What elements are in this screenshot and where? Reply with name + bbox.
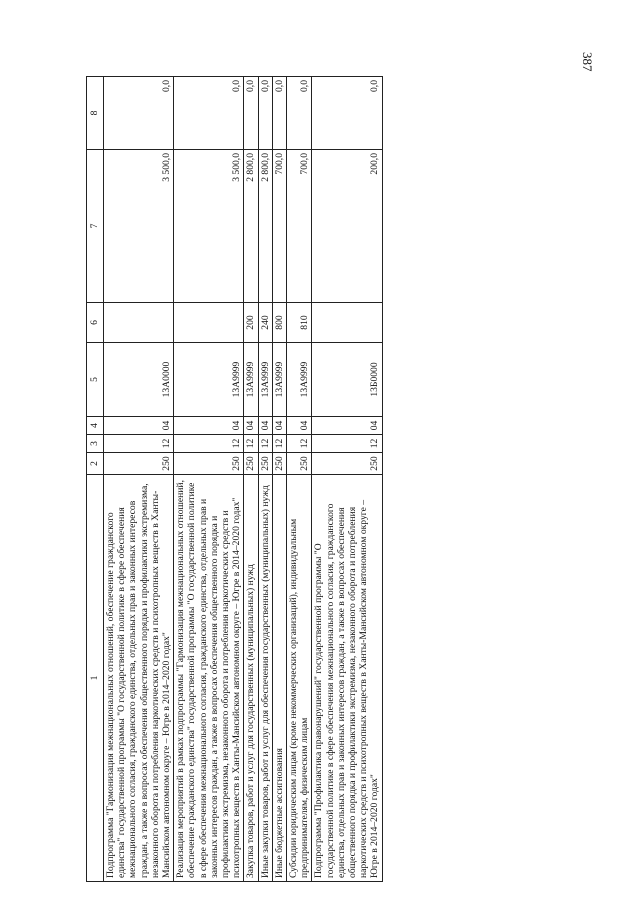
cell-c5: 13Б0000 — [312, 343, 382, 417]
cell-c8: 0,0 — [287, 77, 312, 150]
cell-c6: 200 — [244, 303, 258, 343]
budget-table — [86, 76, 383, 882]
cell-c6 — [174, 303, 244, 343]
header-cell: 5 — [87, 343, 104, 417]
cell-c2: 250 — [272, 453, 286, 475]
header-cell: 8 — [87, 77, 104, 150]
cell-c7: 200,0 — [312, 150, 382, 303]
cell-c3: 12 — [287, 435, 312, 453]
cell-c3: 12 — [244, 435, 258, 453]
header-cell: 7 — [87, 150, 104, 303]
cell-c6: 810 — [287, 303, 312, 343]
cell-c7: 3 500,0 — [174, 150, 244, 303]
table-row — [258, 77, 272, 882]
cell-c6 — [312, 303, 382, 343]
cell-c7: 2 800,0 — [244, 150, 258, 303]
row-description: Подпрограмма "Профилактика правонарушений" государственной программы "О государственной политике в сфере обеспечения межнационального согласия, гражданского единства, отдельных прав и законных интересов граждан, а также в вопросах обеспечения общественного порядка и профилактики экстремизма, незаконного оборота и потребления наркотических средств и психотропных веществ в Ханты-Мансийском автономном округе – Югре в 2014–2020 годах" — [312, 475, 382, 882]
cell-c3: 12 — [272, 435, 286, 453]
cell-c4: 04 — [272, 417, 286, 435]
cell-c3: 12 — [174, 435, 244, 453]
cell-c7: 3 500,0 — [104, 150, 174, 303]
cell-c3: 12 — [312, 435, 382, 453]
table-row — [174, 77, 244, 882]
header-cell: 3 — [87, 435, 104, 453]
cell-c4: 04 — [244, 417, 258, 435]
cell-c4: 04 — [258, 417, 272, 435]
header-cell: 6 — [87, 303, 104, 343]
page-number: 387 — [580, 52, 595, 72]
cell-c5: 13А9999 — [287, 343, 312, 417]
rotated-table-container — [86, 77, 581, 882]
cell-c3: 12 — [104, 435, 174, 453]
table-row — [244, 77, 258, 882]
cell-c7: 2 800,0 — [258, 150, 272, 303]
cell-c4: 04 — [287, 417, 312, 435]
cell-c8: 0,0 — [272, 77, 286, 150]
table-row — [272, 77, 286, 882]
cell-c8: 0,0 — [174, 77, 244, 150]
cell-c2: 250 — [174, 453, 244, 475]
cell-c2: 250 — [244, 453, 258, 475]
cell-c2: 250 — [287, 453, 312, 475]
cell-c3: 12 — [258, 435, 272, 453]
cell-c5: 13А0000 — [104, 343, 174, 417]
cell-c8: 0,0 — [258, 77, 272, 150]
row-description: Иные бюджетные ассигнования — [272, 475, 286, 882]
table-row — [287, 77, 312, 882]
cell-c4: 04 — [174, 417, 244, 435]
cell-c4: 04 — [312, 417, 382, 435]
row-description: Закупка товаров, работ и услуг для государственных (муниципальных) нужд — [244, 475, 258, 882]
header-cell: 2 — [87, 453, 104, 475]
cell-c2: 250 — [312, 453, 382, 475]
cell-c5: 13А9999 — [258, 343, 272, 417]
cell-c5: 13А9999 — [272, 343, 286, 417]
cell-c5: 13А9999 — [174, 343, 244, 417]
header-cell: 4 — [87, 417, 104, 435]
cell-c6: 240 — [258, 303, 272, 343]
row-description: Подпрограмма "Гармонизация межнациональных отношений, обеспечение гражданского единства" государственной программы "О государственной политике в сфере обеспечения межнационального согласия, гражданского единства, отдельных прав и законных интересов граждан, а также в вопросах обеспечения общественного порядка и профилактики экстремизма, незаконного оборота и потребления наркотических средств и психотропных веществ в Ханты-Мансийском автономном округе – Югре в 2014–2020 годах" — [104, 475, 174, 882]
cell-c4: 04 — [104, 417, 174, 435]
cell-c7: 700,0 — [272, 150, 286, 303]
row-description: Субсидии юридическим лицам (кроме некоммерческих организаций), индивидуальным предпринимателям, физическим лицам — [287, 475, 312, 882]
header-cell: 1 — [87, 475, 104, 882]
row-description: Иные закупки товаров, работ и услуг для обеспечения государственных (муниципальных) нужд — [258, 475, 272, 882]
cell-c8: 0,0 — [312, 77, 382, 150]
cell-c6 — [104, 303, 174, 343]
cell-c7: 700,0 — [287, 150, 312, 303]
cell-c2: 250 — [104, 453, 174, 475]
row-description: Реализация мероприятий в рамках подпрограммы "Гармонизация межнациональных отношений, обеспечение гражданского единства" государственной программы "О государственной политике в сфере обеспечения межнационального согласия, гражданского единства, отдельных прав и законных интересов граждан, а также в вопросах обеспечения общественного порядка и профилактики экстремизма, незаконного оборота и потребления наркотических средств и психотропных веществ в Ханты-Мансийском автономном округе – Югре в 2014–2020 годах" — [174, 475, 244, 882]
cell-c8: 0,0 — [104, 77, 174, 150]
cell-c6: 800 — [272, 303, 286, 343]
table-row — [104, 77, 174, 882]
table-row — [312, 77, 382, 882]
cell-c5: 13А9999 — [244, 343, 258, 417]
cell-c8: 0,0 — [244, 77, 258, 150]
cell-c2: 250 — [258, 453, 272, 475]
table-header-row — [87, 77, 104, 882]
